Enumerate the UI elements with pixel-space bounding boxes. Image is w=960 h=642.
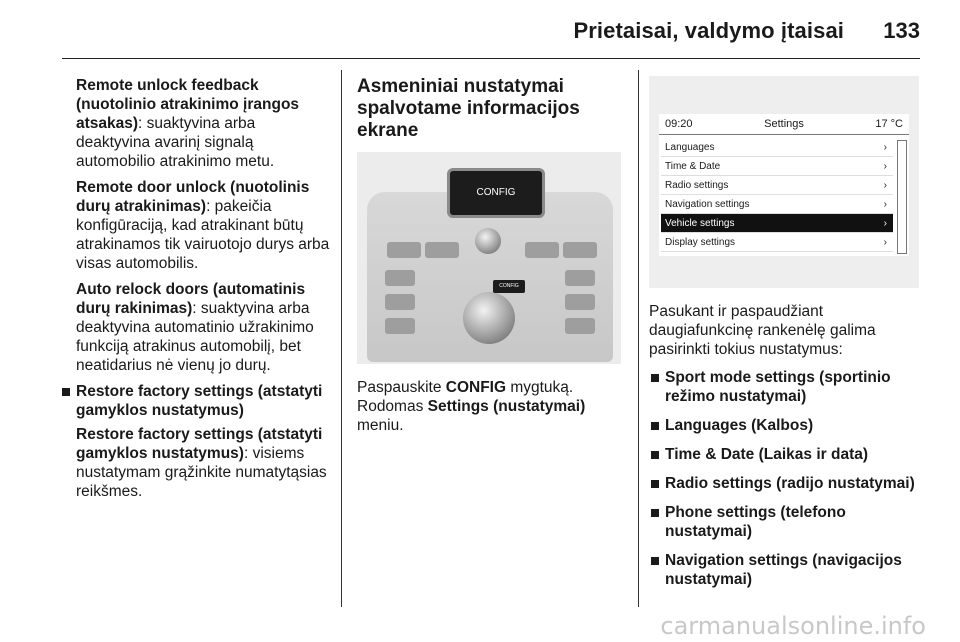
console-button <box>387 242 421 258</box>
watermark: carmanualsonline.info <box>660 612 926 640</box>
config-button-zoom: CONFIG <box>447 168 545 218</box>
paragraph-intro: Pasukant ir paspaudžiant daugiafunkcinę rankenėlę galima pasirinkti tokius nustatymus: <box>649 303 876 358</box>
paragraph-press-config: Paspauskite CONFIG mygtuką. Rodomas Settings (nustatymai) meniu. <box>357 379 586 434</box>
chevron-right-icon: › <box>883 142 887 153</box>
bullet-square-icon <box>651 509 659 517</box>
console-button <box>385 270 415 286</box>
bullet-square-icon <box>651 480 659 488</box>
header-divider <box>62 58 920 59</box>
console-button <box>385 318 415 334</box>
column-left <box>60 76 332 508</box>
paragraph-restore-factory-settings: Restore factory settings (atstatyti gamyklos nustatymus): visiems nustatymam grąžinkite numatytąsias reikšmes. <box>76 426 327 500</box>
bullet-languages: Languages (Kalbos) <box>649 416 925 435</box>
bullet-square-icon <box>651 374 659 382</box>
column-right <box>649 76 925 594</box>
screen-row-time-date: Time & Date › <box>661 157 893 176</box>
paragraph-remote-door-unlock: Remote door unlock (nuotolinis durų atrakinimas): pakeičia konfigūraciją, kad atrakinant būtų atrakinamos tik vairuotojo durys arba visas automobilis. <box>76 179 330 272</box>
column-middle <box>357 76 627 435</box>
multifunction-knob <box>463 292 515 344</box>
chevron-right-icon: › <box>883 218 887 229</box>
bullet-sport-mode: Sport mode settings (sportinio režimo nustatymai) <box>649 368 925 406</box>
screen-time: 09:20 <box>665 118 693 130</box>
console-button <box>385 294 415 310</box>
page-number: 133 <box>883 18 920 43</box>
paragraph-remote-unlock-feedback: Remote unlock feedback (nuotolinio atrakinimo įrangos atsakas): suaktyvina arba deaktyvina avarinį signalą automobilio atrakinimo metu. <box>76 77 300 170</box>
screen-row-radio: Radio settings › <box>661 176 893 195</box>
bullet-square-icon <box>651 557 659 565</box>
screen-scrollbar <box>897 140 907 254</box>
console-button <box>565 318 595 334</box>
bullet-restore-factory-settings: Restore factory settings (atstatyti gamyklos nustatymus) <box>60 382 332 420</box>
bullet-square-icon <box>651 422 659 430</box>
console-button <box>525 242 559 258</box>
console-button <box>565 270 595 286</box>
chevron-right-icon: › <box>883 199 887 210</box>
column-divider-1 <box>341 70 342 607</box>
config-button-small: CONFIG <box>493 280 525 293</box>
bullet-navigation-settings: Navigation settings (navigacijos nustatymai) <box>649 551 925 589</box>
screen-row-languages: Languages › <box>661 138 893 157</box>
screen-status-bar <box>659 114 909 135</box>
column-divider-2 <box>638 70 639 607</box>
paragraph-auto-relock-doors: Auto relock doors (automatinis durų rakinimas): suaktyvina arba deaktyvina automatinio užrakinimo funkciją atrakinus automobilį, bet neatidarius nė vienų jo durų. <box>76 281 314 374</box>
page-header-title: Prietaisai, valdymo įtaisai <box>573 18 844 43</box>
bullet-square-icon <box>651 451 659 459</box>
chevron-right-icon: › <box>883 161 887 172</box>
bullet-square-icon <box>62 388 70 396</box>
bullet-time-date: Time & Date (Laikas ir data) <box>649 445 925 464</box>
chevron-right-icon: › <box>883 237 887 248</box>
screen-row-display: Display settings › <box>661 233 893 252</box>
console-button <box>565 294 595 310</box>
settings-screen <box>649 76 919 288</box>
console-button <box>563 242 597 258</box>
section-title: Asmeniniai nustatymai spalvotame informacijos ekrane <box>357 76 580 141</box>
bullet-radio-settings: Radio settings (radijo nustatymai) <box>649 474 925 493</box>
screen-row-vehicle-selected: Vehicle settings › <box>661 214 893 233</box>
volume-knob <box>475 228 501 254</box>
screen-title: Settings <box>764 118 804 130</box>
bullet-phone-settings: Phone settings (telefono nustatymai) <box>649 503 925 541</box>
console-button <box>425 242 459 258</box>
console-photo <box>357 152 621 364</box>
screen-temperature: 17 °C <box>875 118 903 130</box>
chevron-right-icon: › <box>883 180 887 191</box>
screen-row-navigation: Navigation settings › <box>661 195 893 214</box>
